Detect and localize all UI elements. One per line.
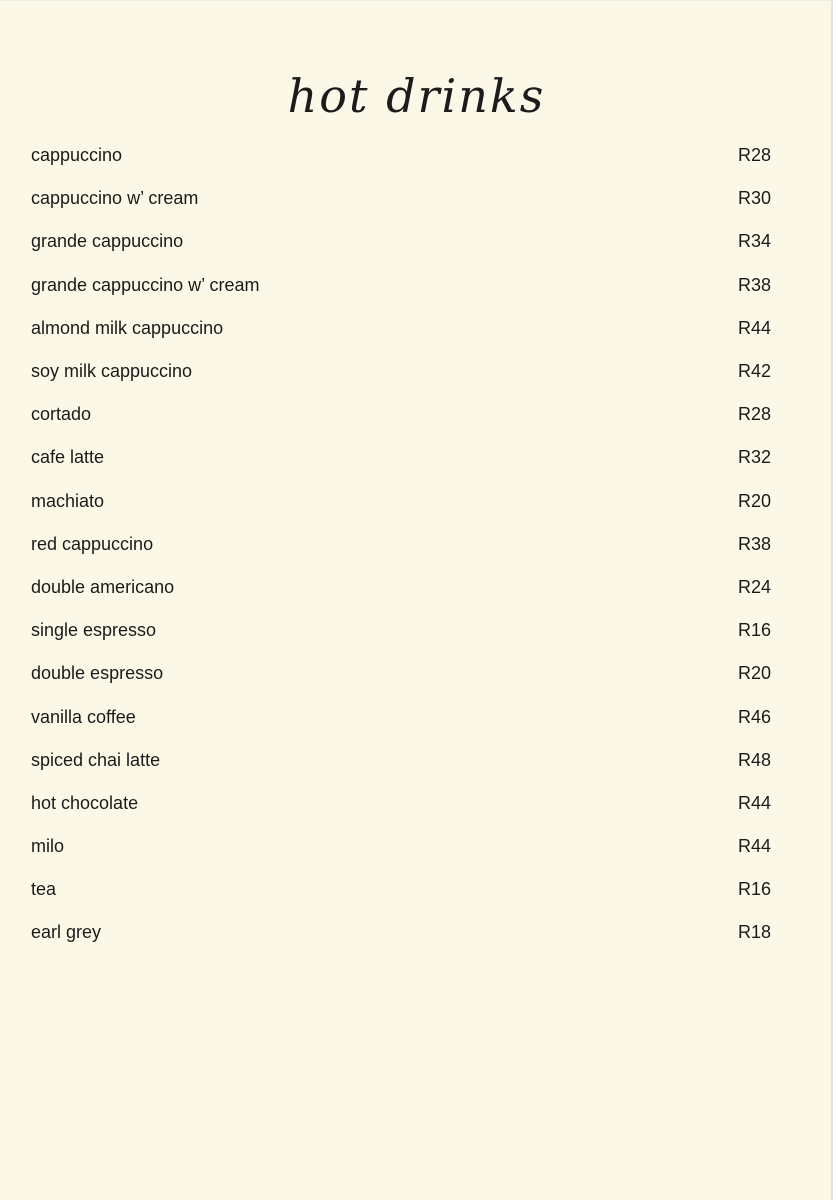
menu-item-name: almond milk cappuccino — [31, 317, 224, 338]
menu-item-name: double espresso — [31, 663, 164, 684]
menu-item-name: milo — [31, 836, 65, 857]
menu-item — [31, 177, 771, 220]
menu-item-name: double americano — [31, 576, 175, 597]
menu-list — [31, 134, 771, 955]
menu-item-price: R38 — [737, 274, 771, 295]
menu-title: hot drinks — [287, 69, 546, 123]
menu-item — [31, 868, 771, 911]
menu-item-price: R24 — [737, 576, 771, 597]
menu-item — [31, 695, 771, 738]
menu-item-name: spiced chai latte — [31, 749, 161, 770]
menu-item-price: R42 — [737, 361, 771, 382]
menu-item-price: R48 — [737, 749, 771, 770]
menu-item-name: cafe latte — [31, 447, 105, 468]
menu-item-price: R32 — [737, 447, 771, 468]
menu-item-price: R34 — [737, 231, 771, 252]
menu-item-name: earl grey — [31, 922, 102, 943]
menu-item-price: R20 — [737, 663, 771, 684]
menu-item-name: machiato — [31, 490, 105, 511]
menu-item-price: R20 — [737, 490, 771, 511]
menu-item — [31, 652, 771, 695]
menu-item-name: tea — [31, 879, 57, 900]
menu-item-name: grande cappuccino w’ cream — [31, 274, 260, 295]
menu-item — [31, 393, 771, 436]
menu-item-price: R44 — [737, 792, 771, 813]
menu-item-price: R44 — [737, 317, 771, 338]
menu-item-price: R18 — [737, 922, 771, 943]
menu-item-name: hot chocolate — [31, 792, 139, 813]
menu-item — [31, 825, 771, 868]
menu-item — [31, 739, 771, 782]
menu-item — [31, 307, 771, 350]
menu-item — [31, 480, 771, 523]
menu-item-price: R38 — [737, 533, 771, 554]
menu-item-name: red cappuccino — [31, 533, 154, 554]
menu-item-price: R16 — [737, 879, 771, 900]
menu-item-name: cappuccino — [31, 145, 123, 166]
menu-item — [31, 782, 771, 825]
menu-item — [31, 911, 771, 954]
menu-item-name: vanilla coffee — [31, 706, 136, 727]
menu-item-price: R28 — [737, 404, 771, 425]
menu-item-name: cappuccino w’ cream — [31, 188, 199, 209]
menu-item-price: R28 — [737, 145, 771, 166]
menu-item — [31, 264, 771, 307]
menu-item — [31, 350, 771, 393]
menu-item-price: R16 — [737, 620, 771, 641]
menu-item-name: cortado — [31, 404, 92, 425]
menu-item-price: R30 — [737, 188, 771, 209]
menu-item-name: grande cappuccino — [31, 231, 184, 252]
menu-item-name: soy milk cappuccino — [31, 361, 193, 382]
menu-item — [31, 523, 771, 566]
menu-item — [31, 436, 771, 479]
menu-item-price: R44 — [737, 836, 771, 857]
menu-item — [31, 220, 771, 263]
menu-item — [31, 134, 771, 177]
menu-item-name: single espresso — [31, 620, 157, 641]
menu-item-price: R46 — [737, 706, 771, 727]
menu-item — [31, 566, 771, 609]
menu-item — [31, 609, 771, 652]
